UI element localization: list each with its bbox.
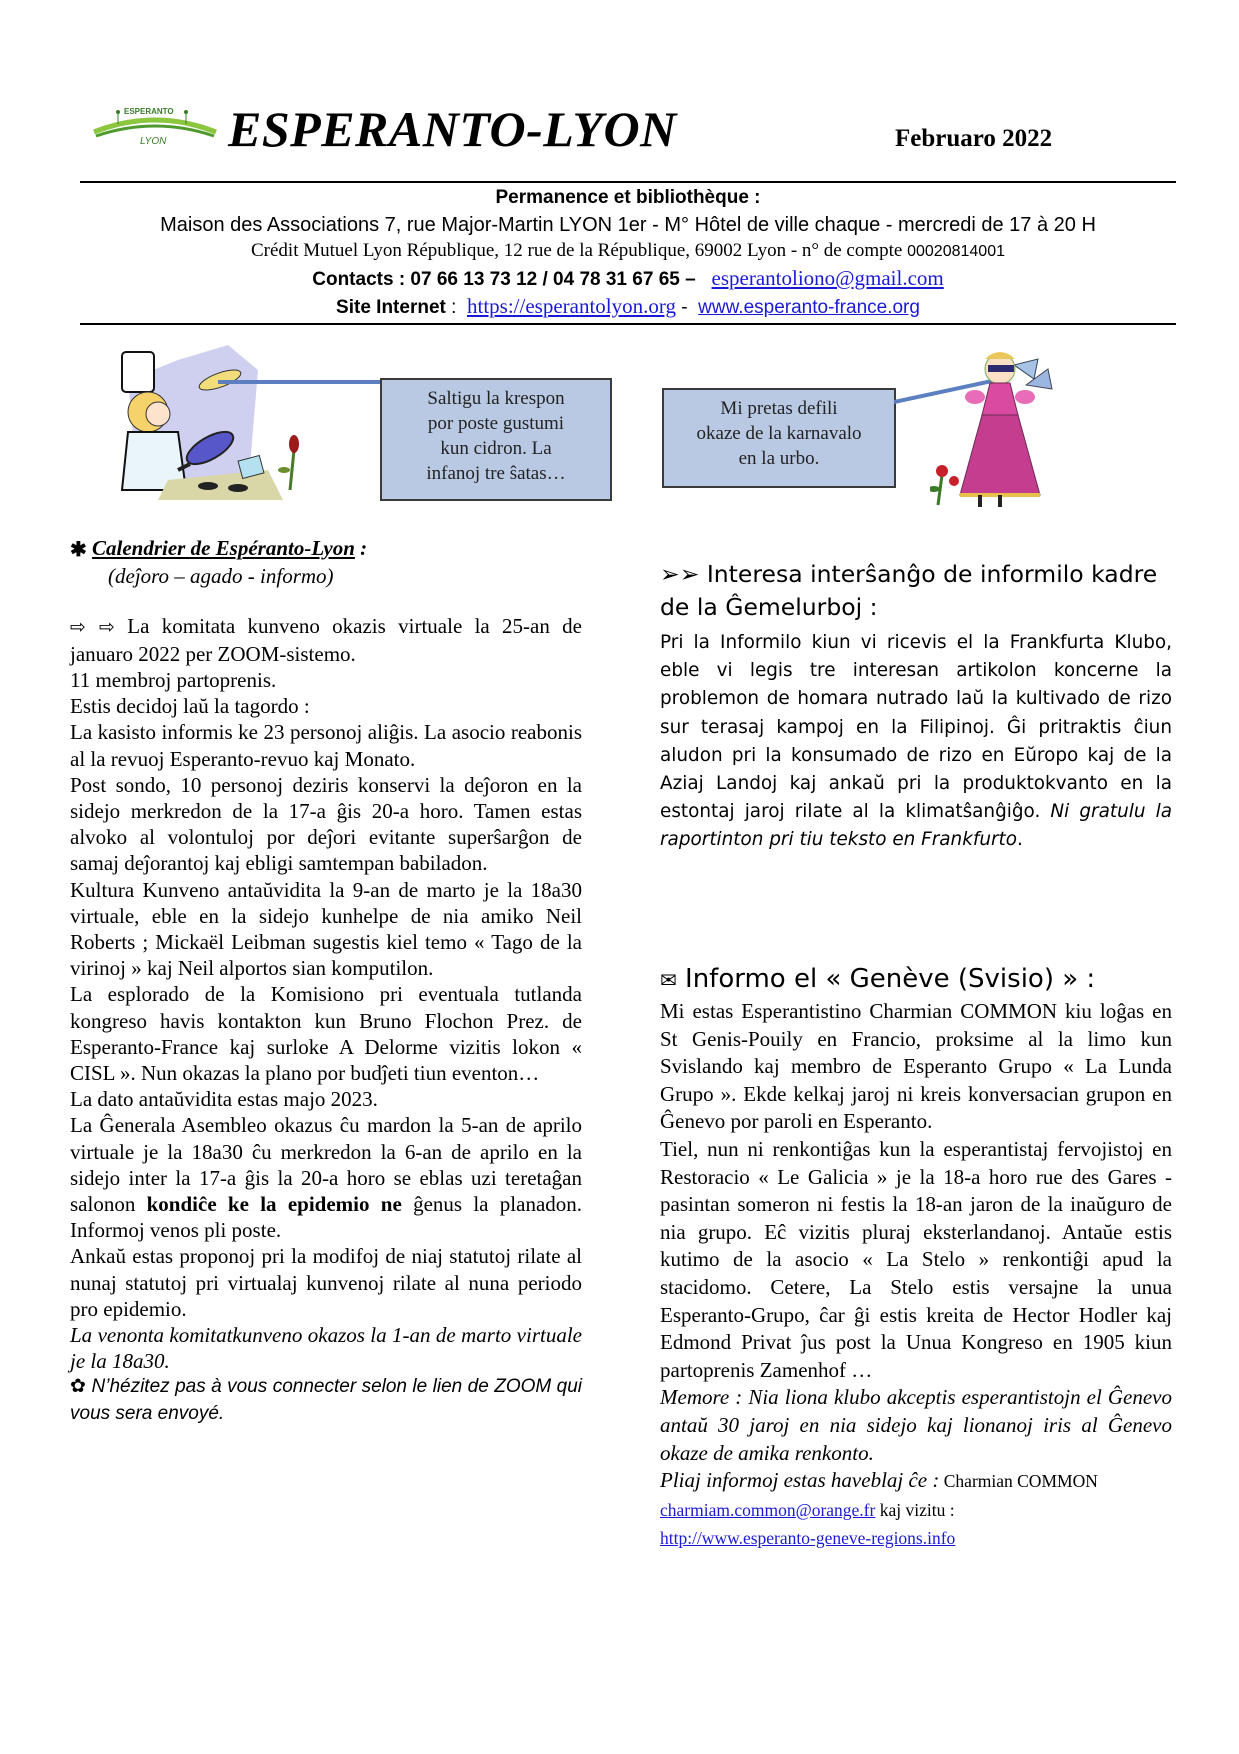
- visit-text: kaj vizitu :: [875, 1499, 955, 1520]
- calendar-paragraph: La kasisto informis ke 23 personoj aliĝis. La asocio reabonis al la revuoj Esperanto-revuo kaj Monato.: [70, 720, 582, 771]
- info-divider: [80, 323, 1176, 325]
- header-divider: [80, 181, 1176, 183]
- chef-pancake-illustration: [108, 340, 318, 500]
- geneve-site-link[interactable]: http://www.esperanto-geneve-regions.info: [660, 1528, 956, 1549]
- svg-text:LYON: LYON: [140, 136, 167, 147]
- more-info-label: Pliaj informoj estas haveblaj ĉe :: [660, 1468, 940, 1493]
- geneve-paragraph: Mi estas Esperantistino Charmian COMMON kiu loĝas en St Genis-Pouily en Francio, proksime al la limo kun Svislando kaj membro de Esperanto Grupo « La Lunda Grupo ». Ekde kelkaj jaroj ni kreis konversacian grupon en Ĝenevo por paroli en Esperanto.: [660, 999, 1172, 1134]
- twin-cities-text-end: .: [1017, 829, 1023, 851]
- issue-date: Februaro 2022: [895, 125, 1053, 152]
- calendar-paragraph-italic: La venonta komitatkunveno okazos la 1-an de marto virtuale je la 18a30.: [70, 1322, 582, 1374]
- geneve-heading: [660, 962, 1180, 997]
- contact-email-link[interactable]: charmiam.common@orange.fr: [660, 1499, 876, 1520]
- calendar-paragraph-zoom-note: [70, 1374, 582, 1426]
- calendar-paragraph: Estis decidoj laŭ la tagordo :: [70, 694, 310, 719]
- calendar-paragraph: Post sondo, 10 personoj deziris konservi la deĵoron en la sidejo merkredon de la 17-a ĝis 20-a horo. Tamen estas alvoko al volontuloj por deĵori evitante superŝarĝon de samaj deĵorantoj kaj ebligi samtempan babiladon.: [70, 772, 582, 876]
- callout-line: okaze de la karnavalo: [696, 423, 862, 444]
- envelope-icon: ✉: [660, 968, 677, 992]
- calendar-text: N’hézitez pas à vous connecter selon le lien de ZOOM qui vous sera envoyé.: [70, 1376, 582, 1424]
- email-link[interactable]: esperantoliono@gmail.com: [711, 266, 944, 290]
- callout-line: en la urbo.: [738, 448, 820, 469]
- twin-cities-title: Interesa interŝanĝo de informilo kadre de la Ĝemelurboj :: [660, 560, 1158, 621]
- double-arrow-icon: ⇨ ⇨: [70, 616, 115, 639]
- twin-cities-text: Pri la Informilo kiun vi ricevis el la Frankfurta Klubo, eble vi legis tre interesan artikolon koncerne la problemon de homara nutrado laŭ la kultivado de rizo sur terasaj kampoj en la Filipinoj. Ĝi pritraktis ĉiun aludon pri la konsumado de rizo en Eŭropo kaj de la Aziaj Landoj kaj ankaŭ pri la produktokvanto en la estontaj jaroj rilate al la klimatŝanĝiĝo.: [660, 632, 1172, 823]
- calendar-bold-text: kondiĉe ke la epidemio ne: [146, 1191, 402, 1216]
- geneve-body: [660, 998, 1172, 1553]
- callout-line: por poste gustumi: [427, 413, 565, 434]
- calendar-text: ĝenus la planadon. Informoj venos pli poste.: [70, 1191, 583, 1243]
- bank-text: Crédit Mutuel Lyon République, 12 rue de la République, 69002 Lyon - n° de compte: [250, 240, 908, 261]
- left-callout-connector: [218, 380, 382, 384]
- esperanto-lyon-logo: [90, 102, 220, 148]
- permanence-address: Maison des Associations 7, rue Major-Martin LYON 1er - M° Hôtel de ville chaque - mercredi de 17 à 20 H: [160, 214, 1096, 236]
- calendar-paragraph: Kultura Kunveno antaŭvidita la 9-an de marto je la 18a30 virtuale, eble en la sidejo kunhelpe de nia amiko Neil Roberts ; Mickaël Leibman sugestis kiel temo « Tago de la virinoj » kaj Neil alportos sian komputilon.: [70, 877, 582, 981]
- calendar-paragraph: [70, 613, 582, 666]
- callout-line: kun cidron. La: [440, 438, 552, 459]
- calendar-paragraph: 11 membroj partoprenis.: [70, 667, 277, 692]
- calendar-subtitle: (deĵoro – agado - informo): [108, 564, 334, 589]
- twin-cities-body: [660, 629, 1172, 855]
- calendar-text: La Ĝenerala Asembleo okazus ĉu mardon la 5-an de aprilo virtuale je la 18a30 ĉu merkredon la 6-an de aprilo en la sidejo inter la 17-a ĝis la 20-a horo se eblas uzi teretaĝan salonon: [70, 1113, 582, 1216]
- calendar-title-row: [70, 535, 582, 563]
- site-link-esperanto-france[interactable]: www.esperanto-france.org: [698, 297, 920, 318]
- geneve-title: Informo el « Genève (Svisio) » :: [685, 964, 1096, 994]
- contacts-line: [80, 265, 1176, 293]
- geneve-memore: Memore : Nia liona klubo akceptis esperantistojn el Ĝenevo antaŭ 30 jaroj en nia sidejo kaj lionanoj iris al Ĝenevo okaze de amika renkonto.: [660, 1385, 1172, 1465]
- calendar-title-suffix: :: [354, 536, 368, 560]
- calendar-paragraph: La esplorado de la Komisiono pri eventuala tutlanda kongreso havis kontakton kun Bruno Flochon Prez. de Esperanto-France kaj surloke A Delorme vizitis lokon « CISL ». Nun okazas la plano por budĵeti tiun eventon…: [70, 982, 582, 1085]
- carnival-girl-illustration: [930, 345, 1090, 515]
- site-label: Site Internet: [336, 297, 446, 318]
- permanence-title: Permanence et bibliothèque :: [495, 187, 761, 208]
- site-separator: -: [676, 297, 693, 318]
- carnival-speech-callout: [662, 388, 896, 488]
- calendar-title: Calendrier de Espéranto-Lyon: [92, 536, 355, 560]
- callout-line: infanoj tre ŝatas…: [426, 463, 566, 484]
- site-colon: :: [445, 297, 457, 318]
- site-link-esperantolyon[interactable]: https://esperantolyon.org: [466, 294, 676, 318]
- asterisk-icon: ✱: [70, 539, 87, 562]
- calendar-paragraph: La dato antaŭvidita estas majo 2023.: [70, 1087, 378, 1112]
- geneve-more-info: [660, 1467, 1172, 1553]
- pancake-speech-callout: [380, 378, 612, 501]
- calendar-section: [70, 535, 582, 1427]
- callout-line: Saltigu la krespon: [427, 388, 565, 409]
- bank-details: [80, 238, 1176, 265]
- contact-name: Charmian COMMON: [939, 1471, 1098, 1492]
- calendar-text: La komitata kunveno okazis virtuale la 25-an de januaro 2022 per ZOOM-sistemo.: [70, 614, 582, 666]
- account-number: 00020814001: [907, 243, 1005, 260]
- masthead-title: ESPERANTO-LYON: [228, 101, 677, 157]
- association-info: [80, 184, 1176, 321]
- site-line: [80, 293, 1176, 321]
- callout-line: Mi pretas defili: [720, 398, 838, 419]
- calendar-paragraph: Ankaŭ estas proponoj pri la modifoj de niaj statutoj rilate al nunaj statutoj pri virtualaj kunvenoj rilate al nuna periodo pro epidemio.: [70, 1244, 582, 1321]
- calendar-paragraph: [70, 1112, 582, 1243]
- twin-cities-heading: [660, 558, 1180, 624]
- twin-cities-italic-text: Ni gratulu la raportinton pri tiu teksto en Frankfurto: [660, 801, 1172, 851]
- flower-icon: ✿: [70, 1376, 87, 1398]
- double-arrowhead-icon: ➢➢: [660, 560, 700, 588]
- svg-text:ESPERANTO: ESPERANTO: [124, 107, 174, 116]
- contacts-phones: Contacts : 07 66 13 73 12 / 04 78 31 67 65 –: [312, 269, 696, 290]
- geneve-paragraph: Tiel, nun ni renkontiĝas kun la esperantistaj fervojistoj en Restoracio « Le Galicia » je la 18-a horo rue des Gares - pasintan someron ni festis la 18-an jaron de la inaŭguro de nia grupo. Eĉ vizitis pluraj eksterlandanoj. Antaŭe estis kutimo de la asocio « La Stelo » renkontiĝi apud la stacidomo. Cetere, La Stelo estis versajne la unua Esperanto-Grupo, ĉar ĝi estis kreita de Hector Hodler kaj Edmond Privat ĵus post la Unua Kongreso en 1905 kiun partoprenis Zamenhof …: [660, 1136, 1172, 1382]
